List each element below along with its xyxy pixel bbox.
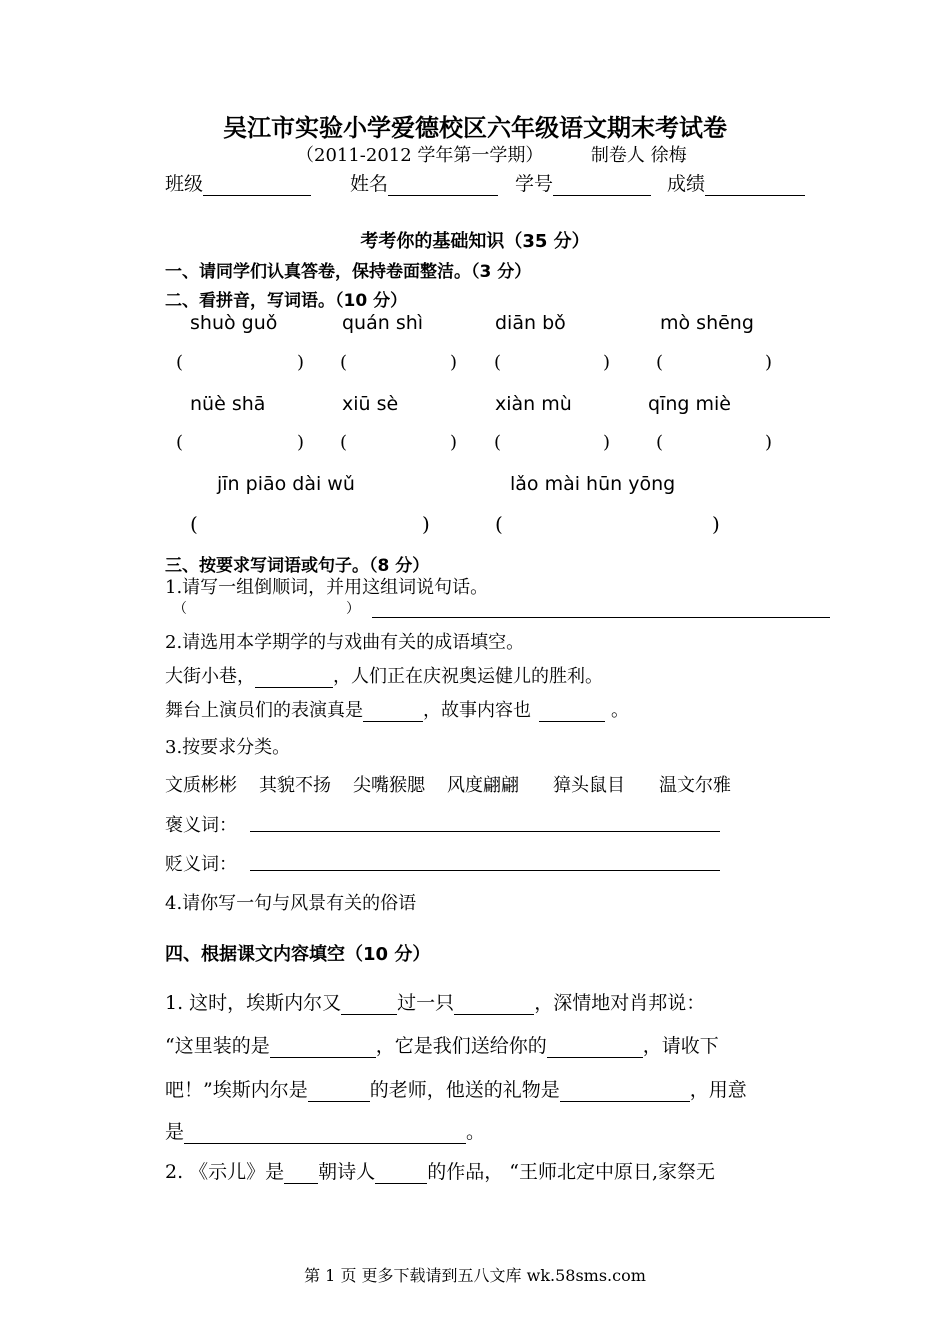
term-text: （2011-2012 学年第一学期） — [296, 145, 544, 166]
text-segment: “这里装的是 — [165, 1035, 270, 1057]
q3-item-2-line-1 — [165, 662, 603, 688]
pinyin-item: mò shēng — [660, 312, 754, 334]
negative-answer-line[interactable] — [250, 870, 720, 871]
answer-open-paren: ( — [340, 432, 348, 453]
answer-open-paren: ( — [340, 352, 348, 373]
fill-blank[interactable] — [454, 995, 534, 1015]
answer-close-paren: ) — [297, 432, 305, 453]
text-segment: ，请收下 — [642, 1035, 719, 1057]
text-segment: ，用意 — [689, 1079, 747, 1101]
fill-blank[interactable] — [184, 1124, 466, 1144]
text-segment: ，深情地对肖邦说： — [534, 992, 706, 1014]
q4-line-3 — [165, 1075, 747, 1102]
answer-close-paren: ) — [765, 352, 773, 373]
idiom-word: 温文尔雅 — [659, 775, 731, 796]
answer-close-paren: ) — [603, 352, 611, 373]
idiom-blank[interactable] — [255, 668, 333, 688]
pinyin-item: qīng miè — [648, 393, 731, 415]
name-blank[interactable] — [388, 175, 498, 196]
q3-item-2: 2.请选用本学期学的与戏曲有关的成语填空。 — [165, 632, 525, 653]
id-blank[interactable] — [553, 175, 651, 196]
answer-open-paren: ( — [190, 512, 198, 536]
answer-close-paren: ) — [765, 432, 773, 453]
text-segment: 大街小巷， — [165, 666, 255, 687]
q3-item-1: 1.请写一组倒顺词，并用这组词说句话。 — [165, 577, 489, 598]
text-segment: 朝诗人 — [318, 1161, 376, 1183]
question-4-heading: 四、根据课文内容填空（10 分） — [165, 944, 431, 965]
pinyin-item: quán shì — [342, 312, 424, 334]
idiom-blank[interactable] — [539, 702, 605, 722]
class-field — [165, 169, 311, 196]
positive-label: 褒义词： — [165, 815, 237, 836]
q4-line-5 — [165, 1157, 715, 1184]
answer-close-paren: ) — [450, 352, 458, 373]
text-segment: 1. 这时，埃斯内尔又 — [165, 992, 342, 1014]
text-segment: ，故事内容也 — [423, 700, 531, 721]
exam-subtitle — [296, 141, 687, 167]
pinyin-item: xiàn mù — [495, 393, 572, 415]
pinyin-item: lǎo mài hūn yōng — [510, 473, 676, 495]
idiom-word: 尖嘴猴腮 — [353, 775, 425, 796]
answer-close-paren: ) — [422, 512, 430, 536]
answer-open-paren: ( — [656, 432, 664, 453]
q4-line-1 — [165, 988, 705, 1015]
idiom-list — [165, 771, 731, 797]
pinyin-item: nüè shā — [190, 393, 266, 415]
fill-blank[interactable] — [270, 1038, 376, 1058]
exam-title: 吴江市实验小学爱德校区六年级语文期末考试卷 — [223, 114, 727, 142]
page-footer: 第 1 页 更多下载请到五八文库 wk.58sms.com — [304, 1266, 646, 1285]
score-blank[interactable] — [705, 175, 805, 196]
answer-open-paren: ( — [495, 512, 503, 536]
q4-line-2 — [165, 1031, 719, 1058]
score-field — [667, 169, 805, 196]
text-segment: ，人们正在庆祝奥运健儿的胜利。 — [333, 666, 603, 687]
fill-blank[interactable] — [284, 1164, 318, 1184]
q3-item-1-answer-line[interactable] — [372, 617, 830, 618]
fill-blank[interactable] — [560, 1082, 690, 1102]
fill-blank[interactable] — [341, 995, 397, 1015]
pinyin-item: xiū sè — [342, 393, 399, 415]
text-segment: ，它是我们送给你的 — [375, 1035, 547, 1057]
answer-open-paren: ( — [656, 352, 664, 373]
id-label: 学号 — [515, 173, 554, 195]
idiom-word: 其貌不扬 — [259, 775, 331, 796]
fill-blank[interactable] — [308, 1082, 370, 1102]
idiom-word: 风度翩翩 — [447, 775, 519, 796]
author-text: 制卷人 徐梅 — [590, 145, 687, 166]
class-label: 班级 — [165, 173, 204, 195]
answer-close-paren: ) — [297, 352, 305, 373]
answer-open-paren: ( — [176, 352, 184, 373]
q3-item-1-close-paren: ） — [346, 601, 360, 617]
text-segment: 是 — [165, 1121, 185, 1143]
idiom-word: 獐头鼠目 — [553, 775, 625, 796]
name-field — [350, 169, 498, 196]
answer-close-paren: ) — [603, 432, 611, 453]
fill-blank[interactable] — [547, 1038, 643, 1058]
class-blank[interactable] — [203, 175, 311, 196]
text-segment: 2. 《示儿》是 — [165, 1161, 285, 1183]
question-2-heading: 二、看拼音，写词语。（10 分） — [165, 291, 408, 311]
q3-item-1-open-paren: （ — [173, 601, 187, 617]
idiom-blank[interactable] — [363, 702, 423, 722]
answer-open-paren: ( — [494, 352, 502, 373]
q4-line-4 — [165, 1117, 485, 1144]
question-1: 一、请同学们认真答卷，保持卷面整洁。（3 分） — [165, 262, 532, 282]
text-segment: 。 — [466, 1121, 486, 1143]
text-segment: 的作品， “王师北定中原日,家祭无 — [427, 1161, 715, 1183]
pinyin-item: diān bǒ — [495, 312, 566, 334]
name-label: 姓名 — [350, 173, 389, 195]
q3-item-3: 3.按要求分类。 — [165, 737, 291, 758]
section-heading: 考考你的基础知识（35 分） — [360, 231, 590, 252]
text-segment: 的老师，他送的礼物是 — [369, 1079, 560, 1101]
idiom-word: 文质彬彬 — [165, 775, 237, 796]
q3-item-4: 4.请你写一句与风景有关的俗语 — [165, 893, 417, 914]
positive-answer-line[interactable] — [250, 831, 720, 832]
question-3-heading: 三、按要求写词语或句子。（8 分） — [165, 556, 430, 576]
fill-blank[interactable] — [375, 1164, 427, 1184]
text-segment: 。 — [611, 700, 629, 721]
answer-close-paren: ) — [712, 512, 720, 536]
pinyin-item: shuò guǒ — [190, 312, 278, 334]
text-segment: 吧！”埃斯内尔是 — [165, 1079, 308, 1101]
negative-label: 贬义词： — [165, 854, 237, 875]
id-field — [515, 169, 651, 196]
text-segment: 舞台上演员们的表演真是 — [165, 700, 363, 721]
text-segment: 过一只 — [397, 992, 455, 1014]
pinyin-item: jīn piāo dài wǔ — [217, 473, 355, 495]
answer-open-paren: ( — [176, 432, 184, 453]
q3-item-2-line-2 — [165, 696, 629, 722]
score-label: 成绩 — [667, 173, 706, 195]
answer-close-paren: ) — [450, 432, 458, 453]
answer-open-paren: ( — [494, 432, 502, 453]
